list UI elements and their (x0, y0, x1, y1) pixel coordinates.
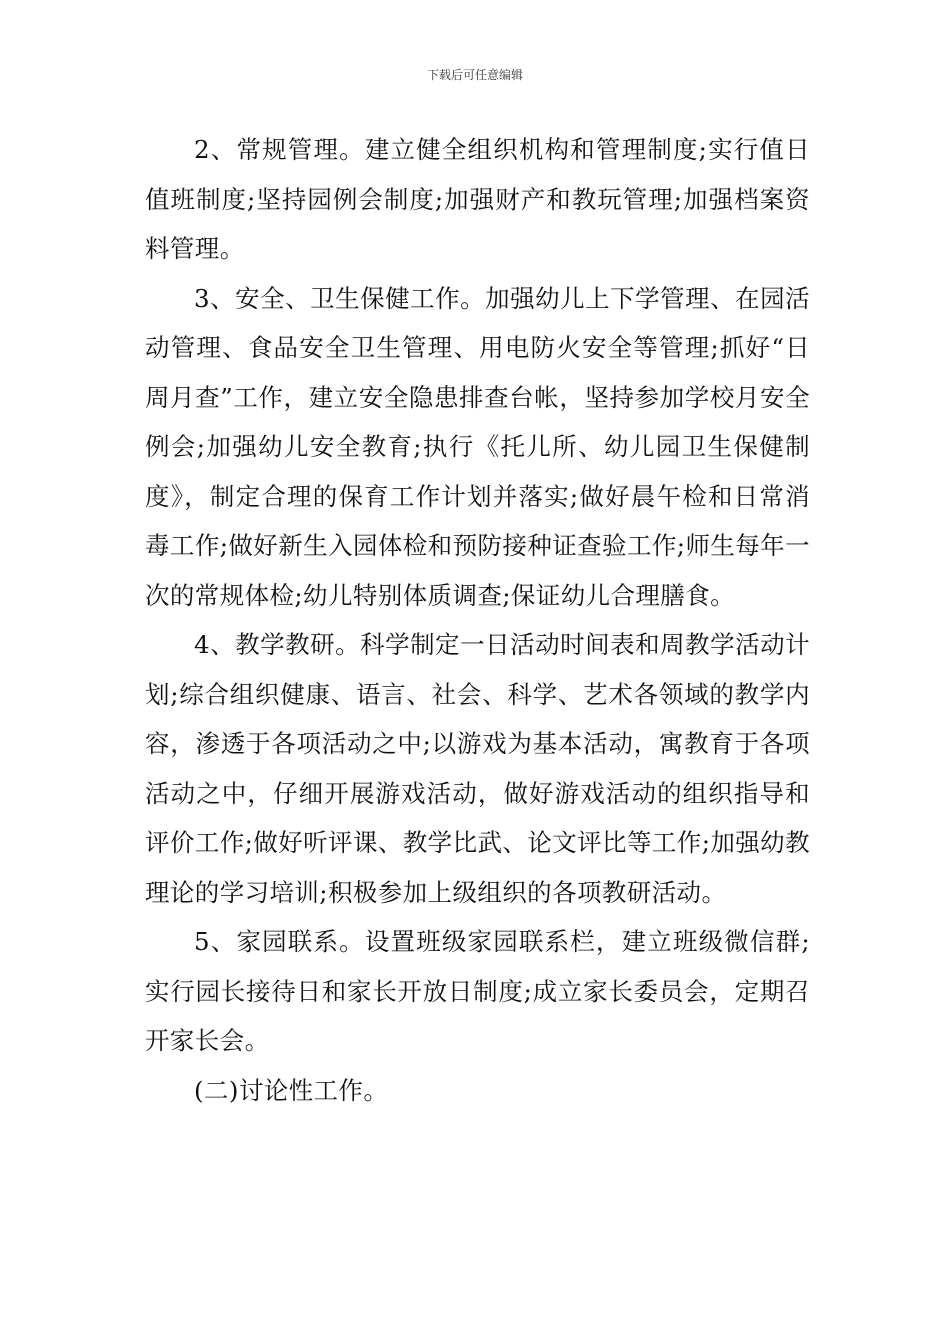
paragraph-routine-management: 2、常规管理。建立健全组织机构和管理制度;实行值日值班制度;坚持园例会制度;加强财产和教玩管理;加强档案资料管理。 (145, 135, 810, 263)
section-heading: (二)讨论性工作。 (194, 1075, 389, 1105)
document-body (145, 125, 810, 1115)
paragraph-home-school-contact: 5、家园联系。设置班级家园联系栏，建立班级微信群;实行园长接待日和家长开放日制度;成立家长委员会，定期召开家长会。 (145, 927, 810, 1055)
paragraph-teaching-research: 4、教学教研。科学制定一日活动时间表和周教学活动计划;综合组织健康、语言、社会、科学、艺术各领域的教学内容，渗透于各项活动之中;以游戏为基本活动，寓教育于各项活动之中，仔细开展游戏活动，做好游戏活动的组织指导和评价工作;做好听评课、教学比武、论文评比等工作;加强幼教理论的学习培训;积极参加上级组织的各项教研活动。 (145, 630, 810, 907)
header-note: 下载后可任意编辑 (426, 68, 523, 82)
paragraph-safety-health: 3、安全、卫生保健工作。加强幼儿上下学管理、在园活动管理、食品安全卫生管理、用电防火安全等管理;抓好“日周月查”工作，建立安全隐患排查台帐，坚持参加学校月安全例会;加强幼儿安全教育;执行《托儿所、幼儿园卫生保健制度》，制定合理的保育工作计划并落实;做好晨午检和日常消毒工作;做好新生入园体检和预防接种证查验工作;师生每年一次的常规体检;幼儿特别体质调查;保证幼儿合理膳食。 (145, 283, 810, 610)
